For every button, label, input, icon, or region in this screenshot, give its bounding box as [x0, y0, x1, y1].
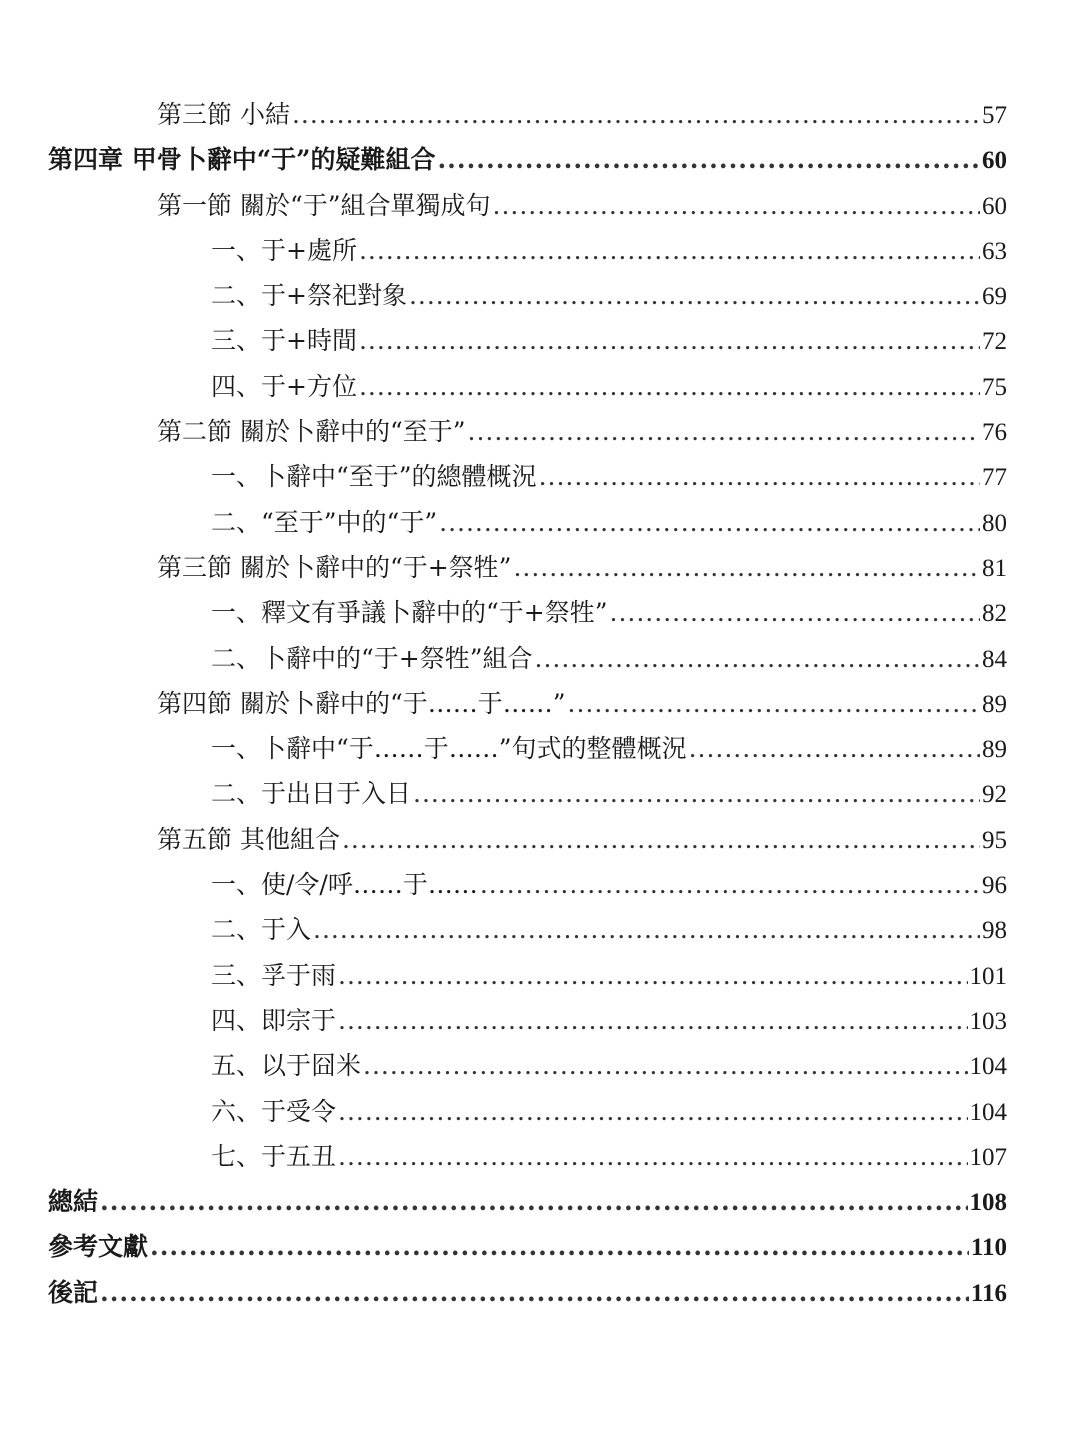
toc-dot-leader — [338, 1089, 967, 1134]
toc-dot-leader — [610, 590, 980, 635]
toc-entry-section — [0, 92, 1080, 137]
toc-entry-section — [0, 183, 1080, 228]
toc-entry-label: 第五節 其他組合 — [157, 824, 340, 854]
toc-entry-label: 四、于+方位 — [211, 371, 357, 401]
toc-entry-subsection — [0, 318, 1080, 363]
toc-entry-section — [0, 409, 1080, 454]
toc-entry-chapter — [0, 1224, 1080, 1269]
toc-entry-section — [0, 545, 1080, 590]
toc-entry-subsection — [0, 953, 1080, 998]
toc-page-number: 89 — [982, 690, 1007, 718]
toc-dot-leader — [292, 92, 980, 137]
toc-entry-label: 第四章 甲骨卜辭中“于”的疑難組合 — [48, 145, 436, 175]
toc-entry-label: 一、卜辭中“至于”的總體概況 — [211, 462, 537, 492]
toc-page-number: 75 — [982, 373, 1007, 401]
toc-entry-subsection — [0, 273, 1080, 318]
toc-page-number: 80 — [982, 509, 1007, 537]
toc-entry-label: 二、于入 — [211, 915, 312, 945]
toc-entry-subsection — [0, 228, 1080, 273]
toc-page-number: 116 — [970, 1279, 1007, 1307]
toc-entry-section — [0, 817, 1080, 862]
table-of-contents — [0, 92, 1080, 1315]
toc-entry-section — [0, 681, 1080, 726]
toc-entry-label: 三、于+時間 — [211, 326, 357, 356]
toc-entry-label: 五、以于囧米 — [211, 1051, 362, 1081]
toc-dot-leader — [150, 1224, 969, 1269]
toc-entry-label: 一、卜辭中“于……于……”句式的整體概況 — [211, 734, 687, 764]
toc-page-number: 82 — [982, 600, 1007, 628]
toc-entry-subsection — [0, 1043, 1080, 1088]
toc-entry-label: 第三節 關於卜辭中的“于+祭牲” — [157, 552, 512, 582]
toc-entry-label: 一、于+處所 — [211, 235, 357, 265]
toc-dot-leader — [359, 228, 980, 273]
toc-dot-leader — [338, 1134, 967, 1179]
toc-dot-leader — [313, 907, 980, 952]
toc-dot-leader — [493, 183, 980, 228]
toc-entry-label: 一、使/令/呼……于…… — [211, 870, 478, 900]
toc-entry-label: 第二節 關於卜辭中的“至于” — [157, 417, 466, 447]
toc-entry-chapter — [0, 137, 1080, 182]
toc-entry-subsection — [0, 726, 1080, 771]
toc-page-number: 104 — [969, 1098, 1007, 1126]
toc-page-number: 60 — [982, 192, 1007, 220]
toc-page-number: 108 — [969, 1189, 1007, 1217]
toc-page-number: 60 — [982, 147, 1007, 175]
toc-entry-subsection — [0, 364, 1080, 409]
toc-entry-label: 一、釋文有爭議卜辭中的“于+祭牲” — [211, 598, 608, 628]
toc-dot-leader — [437, 137, 980, 182]
toc-dot-leader — [100, 1179, 967, 1224]
toc-page-number: 81 — [982, 554, 1007, 582]
toc-dot-leader — [338, 953, 967, 998]
toc-dot-leader — [568, 681, 980, 726]
toc-dot-leader — [100, 1270, 969, 1315]
toc-dot-leader — [689, 726, 980, 771]
toc-page-number: 104 — [969, 1053, 1007, 1081]
toc-page-number: 92 — [982, 781, 1007, 809]
toc-dot-leader — [439, 500, 980, 545]
toc-page-number: 72 — [982, 328, 1007, 356]
toc-dot-leader — [359, 318, 980, 363]
toc-page-number: 110 — [970, 1234, 1007, 1262]
toc-dot-leader — [413, 771, 980, 816]
toc-page-number: 69 — [982, 283, 1007, 311]
toc-dot-leader — [513, 545, 980, 590]
toc-entry-label: 第四節 關於卜辭中的“于……于……” — [157, 688, 566, 718]
toc-page-number: 63 — [982, 237, 1007, 265]
toc-dot-leader — [342, 817, 980, 862]
toc-page-number: 89 — [982, 736, 1007, 764]
toc-page-number: 57 — [982, 102, 1007, 129]
toc-entry-label: 六、于受令 — [211, 1096, 337, 1126]
toc-page-number: 107 — [969, 1143, 1007, 1171]
toc-page-number: 76 — [982, 419, 1007, 447]
toc-dot-leader — [359, 364, 980, 409]
toc-page-number: 98 — [982, 917, 1007, 945]
toc-dot-leader — [535, 636, 980, 681]
toc-dot-leader — [539, 454, 980, 499]
toc-page-number: 101 — [969, 962, 1007, 990]
toc-entry-label: 二、卜辭中的“于+祭牲”組合 — [211, 643, 533, 673]
toc-dot-leader — [363, 1043, 967, 1088]
toc-page-number: 77 — [982, 464, 1007, 492]
toc-entry-label: 三、孚于雨 — [211, 960, 337, 990]
toc-entry-label: 四、即宗于 — [211, 1005, 337, 1035]
toc-entry-label: 總結 — [48, 1187, 99, 1217]
toc-entry-label: 七、于五丑 — [211, 1141, 337, 1171]
toc-entry-subsection — [0, 500, 1080, 545]
toc-entry-subsection — [0, 454, 1080, 499]
toc-entry-label: 參考文獻 — [48, 1232, 149, 1262]
toc-entry-chapter — [0, 1270, 1080, 1315]
toc-page-number: 84 — [982, 645, 1007, 673]
toc-entry-label: 後記 — [48, 1277, 99, 1307]
toc-dot-leader — [480, 862, 980, 907]
toc-entry-label: 二、于出日于入日 — [211, 779, 412, 809]
toc-entry-subsection — [0, 771, 1080, 816]
toc-entry-label: 二、“至于”中的“于” — [211, 507, 438, 537]
toc-entry-label: 二、于+祭祀對象 — [211, 281, 407, 311]
toc-entry-subsection — [0, 1089, 1080, 1134]
toc-entry-subsection — [0, 907, 1080, 952]
toc-entry-subsection — [0, 1134, 1080, 1179]
toc-page-number: 95 — [982, 826, 1007, 854]
toc-entry-label: 第一節 關於“于”組合單獨成句 — [157, 190, 491, 220]
toc-dot-leader — [468, 409, 980, 454]
toc-entry-subsection — [0, 998, 1080, 1043]
toc-entry-subsection — [0, 636, 1080, 681]
toc-entry-subsection — [0, 590, 1080, 635]
toc-dot-leader — [409, 273, 980, 318]
toc-entry-label: 第三節 小結 — [157, 100, 290, 129]
toc-entry-subsection — [0, 862, 1080, 907]
toc-entry-chapter — [0, 1179, 1080, 1224]
toc-page-number: 96 — [982, 872, 1007, 900]
toc-page-number: 103 — [969, 1007, 1007, 1035]
toc-dot-leader — [338, 998, 967, 1043]
